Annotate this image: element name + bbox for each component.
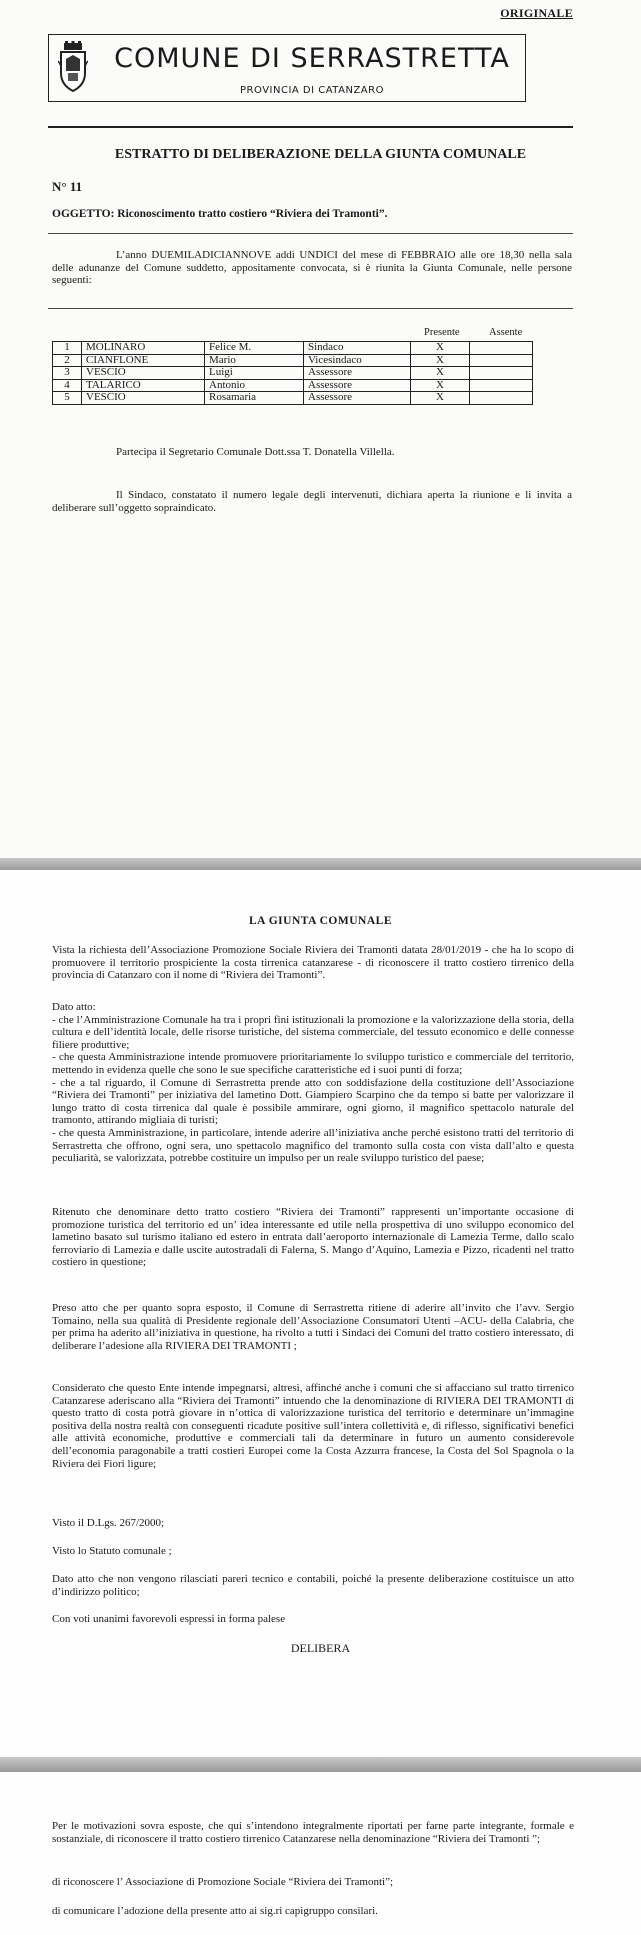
table-row — [53, 342, 533, 355]
dato-atto-item: - che questa Amministrazione intende promuovere prioritariamente lo sviluppo turistico e commerciale del territorio, mettendo in evidenza quelle che sono le sue specifiche caratteristiche ed i suoi punti di forza; — [52, 1051, 574, 1076]
dato-atto-item: - che l’Amministrazione Comunale ha tra i propri fini istituzionali la promozione e la valorizzazione della storia, della cultura e dell’identità locale, delle risorse turistiche, del sistema commerciale, del tessuto economico e delle connesse filiere produttive; — [52, 1013, 574, 1051]
document-page-2 — [0, 870, 641, 1757]
originale-stamp: ORIGINALE — [500, 6, 573, 20]
member-name: Antonio — [205, 379, 304, 392]
page-gap — [0, 1757, 641, 1772]
member-absent-mark — [470, 354, 533, 367]
member-role: Assessore — [304, 379, 411, 392]
comunicare-text: di comunicare l’adozione della presente atto ai sig.ri capigruppo consilari. — [52, 1905, 378, 1917]
page-gap — [0, 858, 641, 870]
member-name: Felice M. — [205, 342, 304, 355]
member-surname: MOLINARO — [82, 342, 205, 355]
municipality-header — [48, 34, 526, 102]
pareri-paragraph — [52, 1573, 574, 1598]
member-present-mark: X — [411, 392, 470, 405]
member-surname: VESCIO — [82, 367, 205, 380]
intro-paragraph — [52, 249, 572, 287]
giunta-title: LA GIUNTA COMUNALE — [249, 915, 392, 927]
member-surname: VESCIO — [82, 392, 205, 405]
con-voti-text: Con voti unanimi favorevoli espressi in forma palese — [52, 1613, 286, 1625]
vista-text: Vista la richiesta dell’Associazione Promozione Sociale Riviera dei Tramonti datata 28/01/2019 - che ha lo scopo di promuovere il territorio prospiciente la costa tirrenica catanzarese - di riconoscere il tratto costiero tirrenico della provincia di Catanzaro con il nome di “Riviera dei Tramonti”. — [52, 944, 574, 982]
segretario-text: Partecipa il Segretario Comunale Dott.ssa T. Donatella Villella. — [116, 446, 395, 458]
visto-statuto-text: Visto lo Statuto comunale ; — [52, 1545, 172, 1557]
provincia-name: PROVINCIA DI CATANZARO — [240, 85, 384, 96]
member-name: Mario — [205, 354, 304, 367]
motivazioni-text: Per le motivazioni sovra esposte, che qui s’intendono integralmente riportati per farne parte integrante, formale e sostanziale, di riconoscere il tratto costiero tirrenico Catanzarese nella denominazione “Riviera dei Tramonti ”; — [52, 1820, 574, 1845]
member-present-mark: X — [411, 379, 470, 392]
dato-atto-item: - che a tal riguardo, il Comune di Serrastretta prende atto con soddisfazione della costituzione dell’Associazione “Riviera dei Tramonti” per iniziativa del lametino Dott. Giampiero Scarpino che da tempo si batte per valorizzare il lungo tratto di costa tirrenica dal quale è possibile ammirare, ogni giorno, il magnifico spettacolo naturale del tramonto, attirando migliaia di turisti; — [52, 1076, 574, 1127]
member-name: Rosamaria — [205, 392, 304, 405]
member-present-mark: X — [411, 367, 470, 380]
document-page-3 — [0, 1772, 641, 1935]
member-present-mark: X — [411, 354, 470, 367]
visto-statuto-paragraph — [52, 1545, 574, 1558]
document-title: ESTRATTO DI DELIBERAZIONE DELLA GIUNTA COMUNALE — [114, 147, 527, 162]
sindaco-text: Il Sindaco, constatato il numero legale degli intervenuti, dichiara aperta la riunione e li invita a deliberare sull’oggetto sopraindicato. — [52, 489, 572, 514]
members-table — [52, 341, 533, 405]
member-name: Luigi — [205, 367, 304, 380]
member-number: 5 — [53, 392, 82, 405]
sindaco-paragraph — [52, 489, 572, 514]
motivazioni-paragraph — [52, 1820, 574, 1845]
member-number: 2 — [53, 354, 82, 367]
table-row — [53, 379, 533, 392]
header-presente: Presente — [424, 327, 460, 338]
table-row — [53, 367, 533, 380]
considerato-paragraph — [52, 1382, 574, 1470]
delibera-heading: DELIBERA — [290, 1641, 351, 1655]
delibera-number: N° 11 — [52, 179, 83, 194]
member-role: Vicesindaco — [304, 354, 411, 367]
member-surname: CIANFLONE — [82, 354, 205, 367]
oggetto-line: OGGETTO: Riconoscimento tratto costiero “Riviera dei Tramonti”. — [52, 208, 388, 220]
member-role: Sindaco — [304, 342, 411, 355]
member-present-mark: X — [411, 342, 470, 355]
preso-atto-paragraph — [52, 1302, 574, 1352]
member-absent-mark — [470, 367, 533, 380]
document-page-1 — [0, 0, 641, 858]
riconoscere-paragraph — [52, 1876, 574, 1889]
con-voti-paragraph — [52, 1613, 574, 1626]
pareri-text: Dato atto che non vengono rilasciati pareri tecnico e contabili, poiché la presente deliberazione costituisce un atto d’indirizzo politico; — [52, 1573, 574, 1598]
dato-atto-section — [52, 1001, 574, 1165]
segretario-paragraph — [52, 446, 572, 459]
dato-atto-item: - che questa Amministrazione, in particolare, intende aderire all’iniziativa anche perché esistono tratti del territorio di Serrastretta che offrono, ogni sera, uno spettacolo magnifico del tramonto sulla costa con vista dall’alto e questa peculiarità, se valorizzata, potrebbe costituire un impulso per un reale sviluppo turistico del paese; — [52, 1126, 574, 1165]
visto-dlgs-text: Visto il D.Lgs. 267/2000; — [52, 1517, 165, 1529]
coat-of-arms-icon — [58, 41, 88, 93]
comune-name: COMUNE DI SERRASTRETTA — [114, 43, 510, 74]
intro-text: L’anno DUEMILADICIANNOVE addì UNDICI del mese di FEBBRAIO alle ore 18,30 nella sala delle adunanze del Comune suddetto, appositamente convocata, si è riunita la Giunta Comunale, nelle persone seguenti: — [52, 249, 572, 286]
riconoscere-text: di riconoscere l’ Associazione di Promozione Sociale “Riviera dei Tramonti”; — [52, 1876, 394, 1888]
member-surname: TALARICO — [82, 379, 205, 392]
preso-atto-text: Preso atto che per quanto sopra esposto, il Comune di Serrastretta ritiene di aderire all’invito che l’avv. Sergio Tomaino, nella sua qualità di Presidente regionale dell’Associazione Consumatori Utenti –ACU- della Calabria, che per prima ha aderito all’iniziativa in questione, ha rivolto a tutti i Sindaci dei Comuni del tratto costiero interessato, di deliberare l’adesione alla RIVIERA DEI TRAMONTI ; — [52, 1302, 574, 1352]
member-role: Assessore — [304, 367, 411, 380]
member-number: 4 — [53, 379, 82, 392]
member-role: Assessore — [304, 392, 411, 405]
table-row — [53, 392, 533, 405]
dato-atto-label: Dato atto: — [52, 1001, 96, 1013]
member-absent-mark — [470, 342, 533, 355]
divider — [48, 126, 573, 128]
header-assente: Assente — [489, 327, 523, 338]
member-number: 1 — [53, 342, 82, 355]
vista-paragraph — [52, 944, 574, 982]
ritenuto-text: Ritenuto che denominare detto tratto costiero “Riviera dei Tramonti” rappresenti un’importante occasione di promozione turistica del territorio ed un’ idea interessante ed utile nella prospettiva di uno sviluppo economico del lametino basato sul turismo italiano ed estero in entrata dall’aeroporto internazionale di Lamezia Terme, dallo scalo ferroviario di Lamezia e dalle uscite autostradali di Falerna, S. Mango d’Aquino, Lamezia e Pizzo, ricadenti nel tratto costiero in questione; — [52, 1206, 574, 1269]
table-row — [53, 354, 533, 367]
ritenuto-paragraph — [52, 1206, 574, 1269]
member-absent-mark — [470, 379, 533, 392]
comunicare-paragraph — [52, 1905, 574, 1918]
member-number: 3 — [53, 367, 82, 380]
member-absent-mark — [470, 392, 533, 405]
visto-dlgs-paragraph — [52, 1517, 574, 1530]
divider — [48, 308, 573, 309]
considerato-text: Considerato che questo Ente intende impegnarsi, altresì, affinché anche i comuni che si affacciano sul tratto tirrenico Catanzarese aderiscano alla “Riviera dei Tramonti” intuendo che la denominazione di RIVIERA DEI TRAMONTI di questo tratto di costa potrà giovare in n’ottica di valorizzazione turistica del territorio e determinare un’immagine positiva della nostra realtà con conseguenti ricadute positive sull’intera collettività e, di riflesso, significativi benefici alle attività economiche, produttive e commerciali tali da determinare in futuro un aumento considerevole dell’economia paragonabile a tratti costieri Europei come la Costa Azzurra francese, la Costa del Sol Spagnola o la Riviera dei Fiori ligure; — [52, 1382, 574, 1470]
divider — [48, 233, 573, 234]
